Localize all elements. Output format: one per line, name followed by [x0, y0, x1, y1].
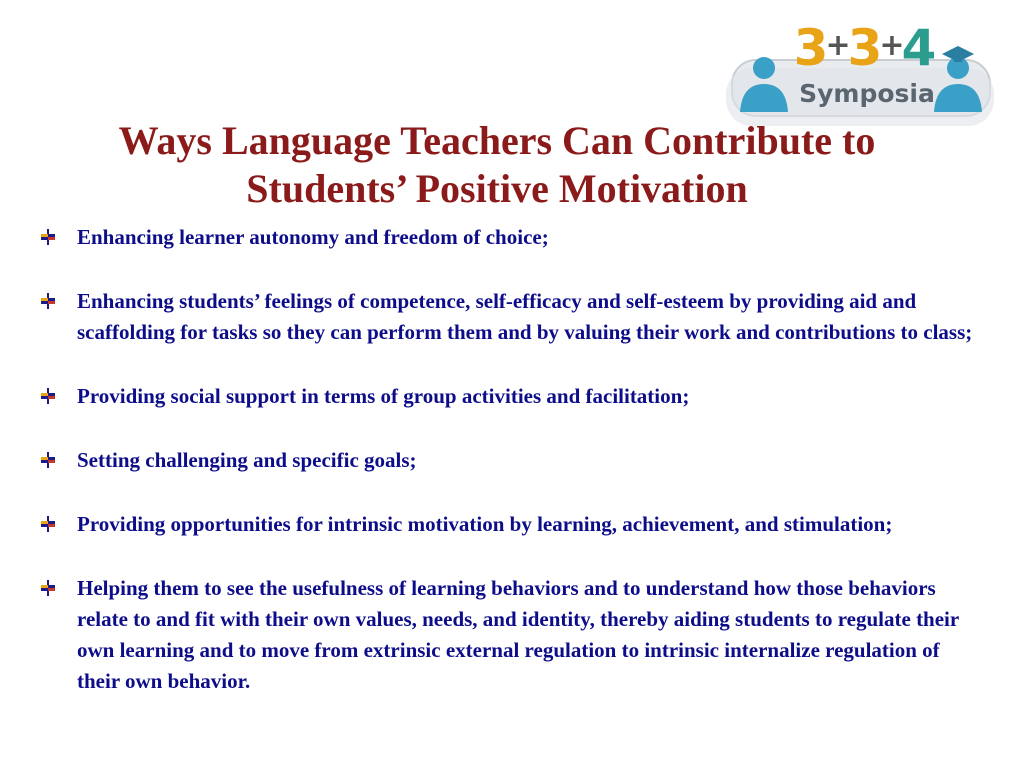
logo-wordmark: Symposia: [799, 79, 935, 108]
bullet-text: Setting challenging and specific goals;: [77, 448, 417, 472]
symposia-logo: [722, 16, 998, 128]
bullet-text: Providing opportunities for intrinsic motivation by learning, achievement, and stimulation;: [77, 512, 893, 536]
slide-title-line-1: Ways Language Teachers Can Contribute to: [118, 118, 876, 163]
bullet-item: [0, 573, 1024, 697]
logo-numbers: 3+3+4: [793, 19, 935, 77]
bullet-text: Enhancing students’ feelings of competence, self-efficacy and self-esteem by providing aid and scaffolding for tasks so they can perform them and by valuing their work and contributions to class;: [77, 289, 973, 344]
slide-title-line-2: Students’ Positive Motivation: [246, 166, 748, 211]
bullet-item: [0, 222, 1024, 253]
bullet-item: [0, 509, 1024, 540]
bullet-marker-icon: [41, 229, 55, 245]
bullet-marker-icon: [41, 516, 55, 532]
bullet-text: Helping them to see the usefulness of learning behaviors and to understand how those behaviors relate to and fit with their own values, needs, and identity, thereby aiding students to regulate their own learning and to move from extrinsic external regulation to intrinsic internalize regulation of their own behavior.: [77, 576, 959, 693]
bullet-marker-icon: [41, 452, 55, 468]
bullet-marker-icon: [41, 293, 55, 309]
bullet-text: Enhancing learner autonomy and freedom of choice;: [77, 225, 549, 249]
bullet-text: Providing social support in terms of group activities and facilitation;: [77, 384, 690, 408]
bullet-item: [0, 445, 1024, 476]
slide-title: [30, 117, 964, 213]
bullet-marker-icon: [41, 580, 55, 596]
bullet-marker-icon: [41, 388, 55, 404]
bullet-item: [0, 286, 1024, 348]
bullet-item: [0, 381, 1024, 412]
bullet-list: [0, 222, 1024, 697]
